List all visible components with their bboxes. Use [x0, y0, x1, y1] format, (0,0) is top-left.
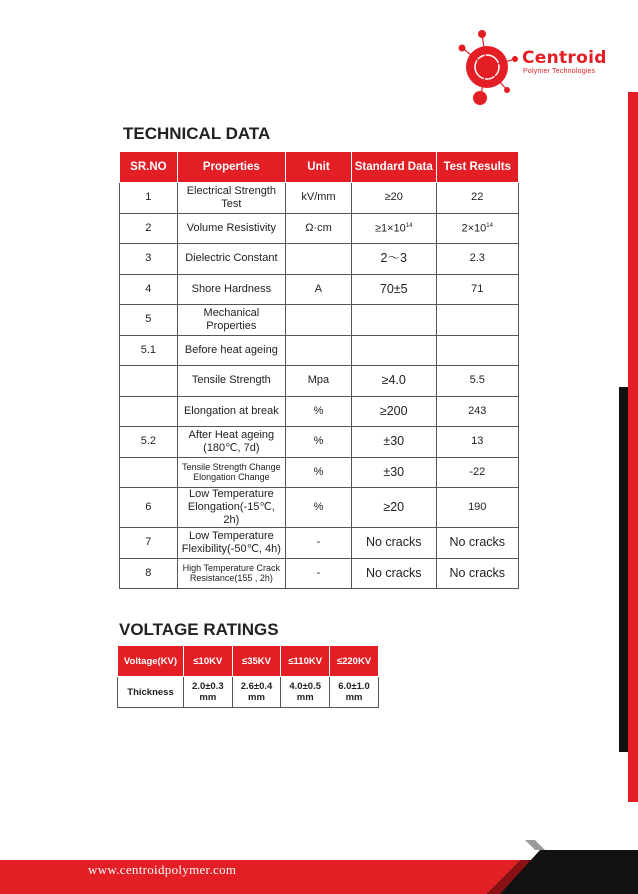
thickness-label: Thickness [118, 677, 184, 708]
standard-cell: ≥20 [351, 183, 436, 214]
standard-cell: ≥20 [351, 488, 436, 528]
property-cell: High Temperature Crack Resistance(155 , 2h) [177, 558, 285, 589]
sr-no-cell: 6 [120, 488, 178, 528]
standard-cell: No cracks [351, 528, 436, 559]
header-voltage: Voltage(KV) [118, 646, 184, 677]
result-cell: 243 [436, 396, 519, 427]
property-cell: Elongation at break [177, 396, 285, 427]
property-cell: Low Temperature Elongation(-15℃, 2h) [177, 488, 285, 528]
thickness-value: 2.0±0.3 mm [184, 677, 233, 708]
standard-cell: 70±5 [351, 274, 436, 305]
unit-cell: % [285, 396, 351, 427]
result-cell: 22 [436, 183, 519, 214]
right-edge-black-bar [619, 387, 628, 752]
unit-cell: - [285, 528, 351, 559]
unit-cell [285, 244, 351, 275]
standard-exponent: 14 [405, 223, 413, 230]
standard-cell: ≥4.0 [351, 366, 436, 397]
header-35kv: ≤35KV [232, 646, 281, 677]
table-header-row [120, 152, 519, 183]
technical-data-title: TECHNICAL DATA [123, 124, 271, 143]
table-row [120, 427, 519, 458]
thickness-value: 4.0±0.5 mm [281, 677, 330, 708]
thickness-value: 2.6±0.4 mm [232, 677, 281, 708]
table-row [120, 213, 519, 244]
result-cell: -22 [436, 457, 519, 488]
header-220kv: ≤220KV [330, 646, 379, 677]
unit-cell: Mpa [285, 366, 351, 397]
voltage-ratings-table [117, 645, 379, 708]
header-sr-no: SR.NO [120, 152, 178, 183]
table-row [120, 183, 519, 214]
result-cell: 13 [436, 427, 519, 458]
standard-value: ≥1×10 [374, 223, 406, 236]
standard-cell: ±30 [351, 457, 436, 488]
property-cell: Electrical Strength Test [177, 183, 285, 214]
unit-cell [285, 335, 351, 366]
property-cell: Low Temperature Flexibility(-50℃, 4h) [177, 528, 285, 559]
sr-no-cell: 5.2 [120, 427, 178, 458]
technical-data-table [119, 151, 519, 589]
unit-cell: % [285, 427, 351, 458]
table-row [120, 335, 519, 366]
standard-cell: ≥200 [351, 396, 436, 427]
table-row [120, 488, 519, 528]
footer-website-link[interactable]: www.centroidpolymer.com [88, 862, 237, 877]
standard-cell [351, 335, 436, 366]
thickness-value: 6.0±1.0 mm [330, 677, 379, 708]
table-header-row [118, 646, 379, 677]
standard-cell [351, 213, 436, 244]
sr-no-cell: 2 [120, 213, 178, 244]
unit-cell: Ω·cm [285, 213, 351, 244]
header-110kv: ≤110KV [281, 646, 330, 677]
unit-cell: - [285, 558, 351, 589]
result-cell: No cracks [436, 528, 519, 559]
header-unit: Unit [285, 152, 351, 183]
property-cell: Volume Resistivity [177, 213, 285, 244]
result-cell [436, 335, 519, 366]
unit-cell: A [285, 274, 351, 305]
result-cell: 71 [436, 274, 519, 305]
logo-mark-icon [452, 26, 522, 112]
sr-no-cell [120, 457, 178, 488]
property-cell: Tensile Strength Change Elongation Change [177, 457, 285, 488]
sr-no-cell [120, 396, 178, 427]
sr-no-cell: 1 [120, 183, 178, 214]
header-test-results: Test Results [436, 152, 519, 183]
standard-cell: ±30 [351, 427, 436, 458]
logo-tagline: Polymer Technologies [523, 68, 596, 75]
result-cell: No cracks [436, 558, 519, 589]
sr-no-cell: 5.1 [120, 335, 178, 366]
logo-brand-name: Centroid [522, 48, 607, 68]
property-cell: Mechanical Properties [177, 305, 285, 336]
sr-no-cell: 7 [120, 528, 178, 559]
result-cell [436, 305, 519, 336]
result-cell: 190 [436, 488, 519, 528]
table-row [120, 558, 519, 589]
header-10kv: ≤10KV [184, 646, 233, 677]
table-row [120, 528, 519, 559]
standard-cell: 2〜3 [351, 244, 436, 275]
result-exponent: 14 [486, 223, 493, 230]
property-cell: Dielectric Constant [177, 244, 285, 275]
standard-cell [351, 305, 436, 336]
voltage-ratings-title: VOLTAGE RATINGS [119, 620, 279, 639]
property-cell: Tensile Strength [177, 366, 285, 397]
sr-no-cell: 4 [120, 274, 178, 305]
property-cell: Shore Hardness [177, 274, 285, 305]
header-standard-data: Standard Data [351, 152, 436, 183]
table-row [118, 677, 379, 708]
standard-cell: No cracks [351, 558, 436, 589]
sr-no-cell: 8 [120, 558, 178, 589]
footer-band [0, 840, 638, 894]
header-properties: Properties [177, 152, 285, 183]
table-row [120, 396, 519, 427]
result-cell: 5.5 [436, 366, 519, 397]
sr-no-cell: 5 [120, 305, 178, 336]
unit-cell: % [285, 457, 351, 488]
right-edge-red-bar [628, 92, 638, 802]
table-row [120, 244, 519, 275]
result-cell [436, 213, 519, 244]
company-logo [452, 26, 622, 112]
property-cell: Before heat ageing [177, 335, 285, 366]
unit-cell [285, 305, 351, 336]
table-row [120, 305, 519, 336]
result-value: 2×10 [461, 223, 487, 236]
table-row [120, 457, 519, 488]
table-row [120, 274, 519, 305]
table-row [120, 366, 519, 397]
sr-no-cell: 3 [120, 244, 178, 275]
property-cell: After Heat ageing (180℃, 7d) [177, 427, 285, 458]
result-cell: 2.3 [436, 244, 519, 275]
sr-no-cell [120, 366, 178, 397]
unit-cell: kV/mm [285, 183, 351, 214]
unit-cell: % [285, 488, 351, 528]
